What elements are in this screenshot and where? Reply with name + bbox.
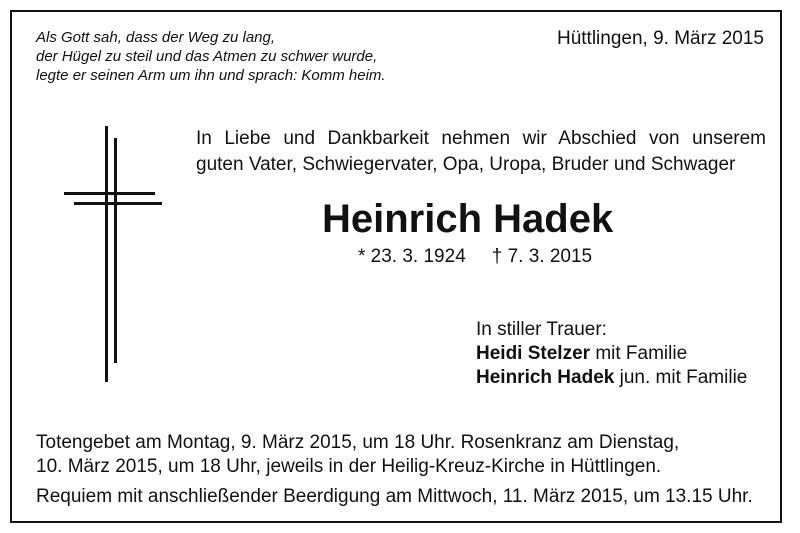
mourner-name: Heinrich Hadek xyxy=(476,367,615,388)
deceased-name: Heinrich Hadek xyxy=(322,197,614,241)
mourner-suffix: mit Familie xyxy=(590,343,688,364)
cross-vertical-bar xyxy=(105,126,108,382)
mourner-entry xyxy=(476,342,747,366)
poem-line: Als Gott sah, dass der Weg zu lang, xyxy=(36,29,276,46)
mourner-suffix: jun. mit Familie xyxy=(614,367,748,388)
mourners xyxy=(476,318,747,390)
cross-icon xyxy=(62,126,166,386)
cross-horizontal-bar xyxy=(64,192,155,195)
cross-horizontal-bar xyxy=(74,202,162,205)
birth-date: * 23. 3. 1924 xyxy=(358,246,466,267)
poem-line: legte er seinen Arm um ihn und sprach: Komm heim. xyxy=(36,67,386,84)
mourners-heading: In stiller Trauer: xyxy=(476,319,607,340)
mourner-name: Heidi Stelzer xyxy=(476,343,591,364)
requiem-line: Requiem mit anschließender Beerdigung am Mittwoch, 11. März 2015, um 13.15 Uhr. xyxy=(36,486,753,507)
service-line: Totengebet am Montag, 9. März 2015, um 18 Uhr. Rosenkranz am Dienstag, xyxy=(36,432,680,453)
cross-vertical-bar xyxy=(114,138,117,363)
death-date: † 7. 3. 2015 xyxy=(491,246,593,267)
intro-text xyxy=(196,126,766,178)
intro-line: guten Vater, Schwiegervater, Opa, Uropa, Bruder und Schwager xyxy=(196,154,736,175)
life-dates xyxy=(358,246,592,268)
poem-line: der Hügel zu steil und das Atmen zu schwer wurde, xyxy=(36,48,378,65)
place-date: Hüttlingen, 9. März 2015 xyxy=(556,28,764,49)
service-info xyxy=(36,431,753,509)
service-line: 10. März 2015, um 18 Uhr, jeweils in der Heilig-Kreuz-Kirche in Hüttlingen. xyxy=(36,456,662,477)
mourner-entry xyxy=(476,366,747,390)
poem xyxy=(36,28,386,85)
intro-line: In Liebe und Dankbarkeit nehmen wir Abschied von unserem xyxy=(196,128,766,149)
